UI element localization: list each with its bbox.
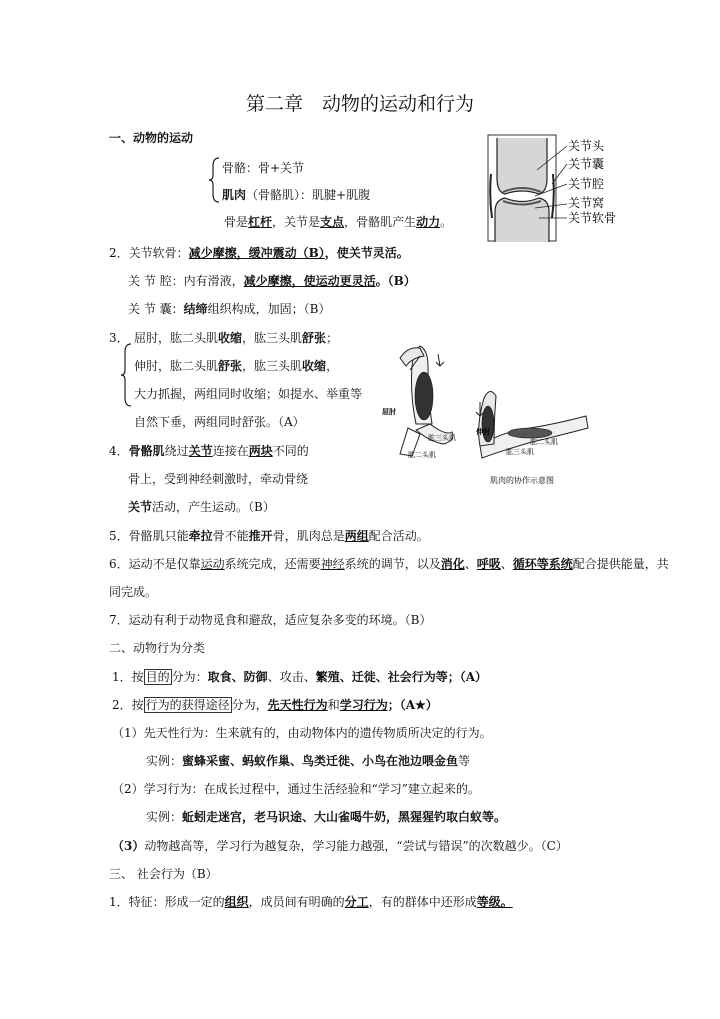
- biceps-label-right: 肱二头肌: [530, 438, 558, 446]
- joint-head-bone: [497, 138, 547, 194]
- cartilage-line: 2．关节软骨：减少摩擦，缓冲震动（B），使关节灵活。: [109, 246, 409, 260]
- section-heading-social: 三、 社会行为（B）: [109, 867, 218, 881]
- brace-bracket: [209, 156, 221, 204]
- section-heading-behavior: 二、动物行为分类: [109, 641, 206, 655]
- muscle-definition: 肌肉（骨骼肌）：肌腱+肌腹: [222, 188, 371, 202]
- joint-label-cartilage: 关节软骨: [568, 211, 617, 225]
- item-4-line-2: 骨上，受到神经刺激时，牵动骨绕: [128, 472, 309, 486]
- muscle-cooperation-figure: [380, 336, 594, 488]
- learned-behavior-definition: （2）学习行为：在成长过程中，通过生活经验和“学习”建立起来的。: [112, 782, 480, 796]
- innate-behavior-definition: （1）先天性行为：生来就有的，由动物体内的遗传物质所决定的行为。: [112, 726, 492, 740]
- joint-label-cavity: 关节腔: [568, 177, 605, 191]
- behavior-by-acquisition: 2．按 行为的获得途径 分为，先天性行为和学习行为；（A★）: [112, 698, 438, 712]
- joint-label-capsule: 关节囊: [568, 157, 605, 171]
- item-3-number: 3．: [109, 331, 129, 345]
- item-7-line: 7．运动有利于动物觅食和避敌，适应复杂多变的环境。（B）: [109, 613, 432, 627]
- arm-figure-caption: 肌肉的协作示意图: [490, 476, 554, 485]
- social-behavior-features: 1．特征：形成一定的组织，成员间有明确的分工，有的群体中还形成等级。: [109, 895, 513, 909]
- lever-statement: 骨是杠杆，关节是支点，骨骼肌产生动力。: [224, 215, 453, 229]
- flexion-line: 屈肘，肱二头肌收缩，肱三头肌舒张；: [134, 331, 339, 345]
- item-4-line-1: 4．骨骼肌绕过关节连接在两块不同的: [109, 444, 309, 458]
- joint-label-socket: 关节窝: [568, 196, 605, 210]
- biceps-label-left: 肱二头肌: [408, 451, 436, 459]
- item-4-line-3: 关节活动，产生运动。（B）: [128, 500, 275, 514]
- joint-capsule-line: 关 节 囊：结缔组织构成，加固；（B）: [128, 302, 331, 316]
- flex-label: 屈肘: [382, 408, 396, 416]
- grip-line: 大力抓握，两组同时收缩；如提水、举重等: [134, 387, 363, 401]
- item-6-line-2: 同完成。: [109, 585, 158, 599]
- joint-cavity-line: 关 节 腔：内有滑液，减少摩擦，使运动更灵活。（B）: [128, 274, 416, 288]
- brace-bracket: [121, 342, 133, 408]
- innate-behavior-examples: 实例：蜜蜂采蜜、蚂蚁作巢、鸟类迁徙、小鸟在池边喂金鱼等: [146, 754, 471, 768]
- item-6-line-1: 6．运动不是仅靠运动系统完成，还需要神经系统的调节，以及消化、呼吸、循环等系统配合提供能量，共: [109, 557, 669, 571]
- extension-line: 伸肘，肱二头肌舒张，肱三头肌收缩，: [134, 359, 339, 373]
- joint-structure-figure: [487, 134, 627, 246]
- extend-label: 伸肘: [476, 428, 490, 436]
- behavior-by-purpose: 1．按 目的 分为：取食、防御、攻击、繁殖、迁徙、社会行为等；（A）: [112, 670, 488, 684]
- triceps-label-right: 肱三头肌: [506, 448, 534, 456]
- skeleton-definition: 骨骼：骨+关节: [222, 161, 305, 175]
- learning-complexity-line: （3）动物越高等，学习行为越复杂，学习能力越强，“尝试与错误”的次数越少。（C）: [112, 839, 568, 853]
- page-title: 第二章 动物的运动和行为: [245, 93, 474, 115]
- triceps-label-left: 肱三头肌: [428, 434, 456, 442]
- learned-behavior-examples: 实例：蚯蚓走迷宫，老马识途、大山雀喝牛奶，黑猩猩钓取白蚁等。: [146, 810, 507, 824]
- relax-line: 自然下垂，两组同时舒张。（A）: [134, 415, 305, 429]
- item-5-line: 5．骨骼肌只能牵拉骨不能推开骨，肌肉总是两组配合活动。: [109, 529, 429, 543]
- joint-label-head: 关节头: [568, 139, 605, 153]
- section-heading-movement: 一、动物的运动: [109, 131, 194, 145]
